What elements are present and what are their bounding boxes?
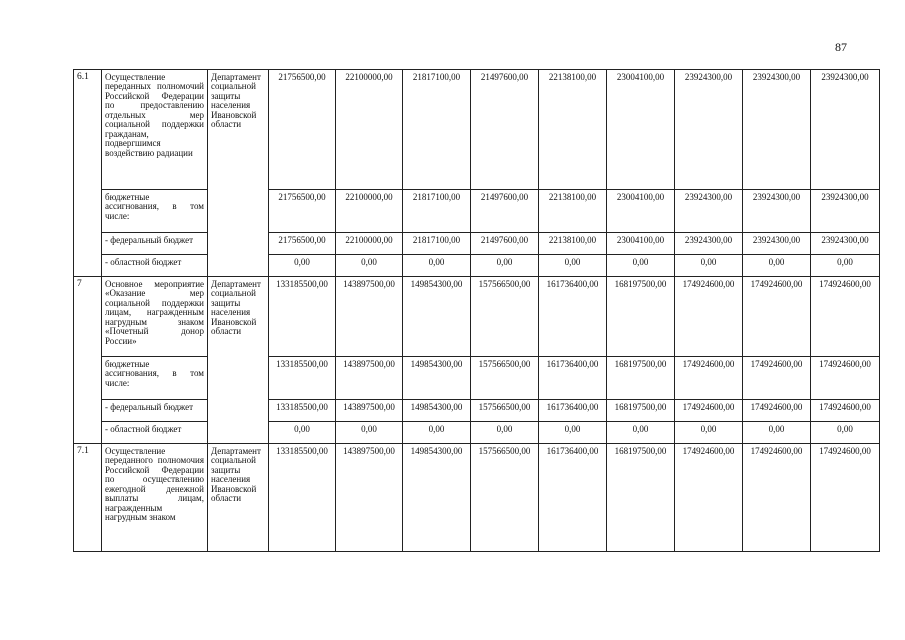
value-cell: 143897500,00 [336, 444, 403, 552]
value-cell: 143897500,00 [336, 357, 403, 400]
value-cell: 161736400,00 [539, 277, 607, 357]
value-cell: 174924600,00 [811, 400, 880, 422]
value-cell: 149854300,00 [403, 444, 471, 552]
row-index: 7 [74, 277, 102, 444]
value-cell: 23924300,00 [675, 70, 743, 190]
value-cell: 21497600,00 [471, 233, 539, 255]
value-cell: 0,00 [539, 255, 607, 277]
value-cell: 23924300,00 [743, 190, 811, 233]
value-cell: 21497600,00 [471, 190, 539, 233]
value-cell: 133185500,00 [269, 277, 336, 357]
value-cell: 174924600,00 [743, 444, 811, 552]
value-cell: 174924600,00 [743, 400, 811, 422]
value-cell: 0,00 [403, 422, 471, 444]
row-department: Департамент социальной защиты населения Ивановской области [208, 444, 269, 552]
table-subrow [74, 190, 880, 233]
value-cell: 22100000,00 [336, 233, 403, 255]
value-cell: 174924600,00 [675, 357, 743, 400]
table-subrow [74, 255, 880, 277]
value-cell: 149854300,00 [403, 357, 471, 400]
value-cell: 23004100,00 [607, 70, 675, 190]
value-cell: 168197500,00 [607, 400, 675, 422]
value-cell: 0,00 [539, 422, 607, 444]
value-cell: 0,00 [675, 422, 743, 444]
row-department: Департамент социальной защиты населения Ивановской области [208, 70, 269, 277]
value-cell: 23004100,00 [607, 233, 675, 255]
value-cell: 143897500,00 [336, 400, 403, 422]
value-cell: 22138100,00 [539, 233, 607, 255]
value-cell: 161736400,00 [539, 400, 607, 422]
value-cell: 21756500,00 [269, 70, 336, 190]
value-cell: 174924600,00 [811, 444, 880, 552]
value-cell: 21497600,00 [471, 70, 539, 190]
value-cell: 0,00 [269, 422, 336, 444]
value-cell: 157566500,00 [471, 444, 539, 552]
table-row [74, 444, 880, 552]
value-cell: 0,00 [403, 255, 471, 277]
value-cell: 23924300,00 [675, 190, 743, 233]
value-cell: 174924600,00 [743, 357, 811, 400]
value-cell: 22100000,00 [336, 70, 403, 190]
row-index: 7.1 [74, 444, 102, 552]
value-cell: 174924600,00 [675, 400, 743, 422]
subrow-label: - областной бюджет [102, 422, 208, 444]
subrow-label: - федеральный бюджет [102, 233, 208, 255]
value-cell: 157566500,00 [471, 277, 539, 357]
value-cell: 174924600,00 [743, 277, 811, 357]
value-cell: 133185500,00 [269, 357, 336, 400]
value-cell: 157566500,00 [471, 357, 539, 400]
budget-table-body [74, 70, 880, 552]
value-cell: 22138100,00 [539, 190, 607, 233]
value-cell: 0,00 [471, 255, 539, 277]
value-cell: 0,00 [336, 422, 403, 444]
value-cell: 0,00 [607, 255, 675, 277]
value-cell: 21817100,00 [403, 70, 471, 190]
value-cell: 23004100,00 [607, 190, 675, 233]
value-cell: 174924600,00 [811, 277, 880, 357]
table-subrow [74, 357, 880, 400]
row-index: 6.1 [74, 70, 102, 277]
row-description: Осуществление переданных полномочий Российской Федерации по предоставлению отдельных мер социальной поддержки гражданам, подвергшимся воздействию радиации [102, 70, 208, 190]
value-cell: 168197500,00 [607, 277, 675, 357]
value-cell: 161736400,00 [539, 444, 607, 552]
table-subrow [74, 233, 880, 255]
value-cell: 23924300,00 [675, 233, 743, 255]
row-description: Основное мероприятие «Оказание мер социальной поддержки лицам, награжденным нагрудным знаком «Почетный донор России» [102, 277, 208, 357]
table-row [74, 70, 880, 190]
value-cell: 0,00 [269, 255, 336, 277]
value-cell: 22100000,00 [336, 190, 403, 233]
value-cell: 22138100,00 [539, 70, 607, 190]
value-cell: 174924600,00 [675, 277, 743, 357]
subrow-label: бюджетные ассигнования, в том числе: [102, 190, 208, 233]
value-cell: 174924600,00 [811, 357, 880, 400]
value-cell: 161736400,00 [539, 357, 607, 400]
value-cell: 21756500,00 [269, 233, 336, 255]
value-cell: 21817100,00 [403, 233, 471, 255]
value-cell: 0,00 [743, 422, 811, 444]
subrow-label: - областной бюджет [102, 255, 208, 277]
value-cell: 168197500,00 [607, 444, 675, 552]
value-cell: 149854300,00 [403, 277, 471, 357]
value-cell: 0,00 [811, 255, 880, 277]
value-cell: 133185500,00 [269, 444, 336, 552]
value-cell: 21817100,00 [403, 190, 471, 233]
row-department: Департамент социальной защиты населения Ивановской области [208, 277, 269, 444]
value-cell: 0,00 [471, 422, 539, 444]
value-cell: 133185500,00 [269, 400, 336, 422]
table-row [74, 277, 880, 357]
value-cell: 23924300,00 [811, 70, 880, 190]
value-cell: 149854300,00 [403, 400, 471, 422]
value-cell: 0,00 [336, 255, 403, 277]
value-cell: 0,00 [607, 422, 675, 444]
value-cell: 23924300,00 [811, 190, 880, 233]
value-cell: 168197500,00 [607, 357, 675, 400]
value-cell: 0,00 [743, 255, 811, 277]
value-cell: 143897500,00 [336, 277, 403, 357]
value-cell: 0,00 [811, 422, 880, 444]
subrow-label: - федеральный бюджет [102, 400, 208, 422]
table-subrow [74, 422, 880, 444]
table-subrow [74, 400, 880, 422]
subrow-label: бюджетные ассигнования, в том числе: [102, 357, 208, 400]
value-cell: 23924300,00 [811, 233, 880, 255]
value-cell: 157566500,00 [471, 400, 539, 422]
value-cell: 21756500,00 [269, 190, 336, 233]
value-cell: 23924300,00 [743, 233, 811, 255]
budget-table [73, 69, 880, 552]
value-cell: 23924300,00 [743, 70, 811, 190]
page-number: 87 [835, 40, 847, 54]
value-cell: 174924600,00 [675, 444, 743, 552]
value-cell: 0,00 [675, 255, 743, 277]
row-description: Осуществление переданного полномочия Российской Федерации по осуществлению ежегодной денежной выплаты лицам, награжденным нагрудным знаком [102, 444, 208, 552]
